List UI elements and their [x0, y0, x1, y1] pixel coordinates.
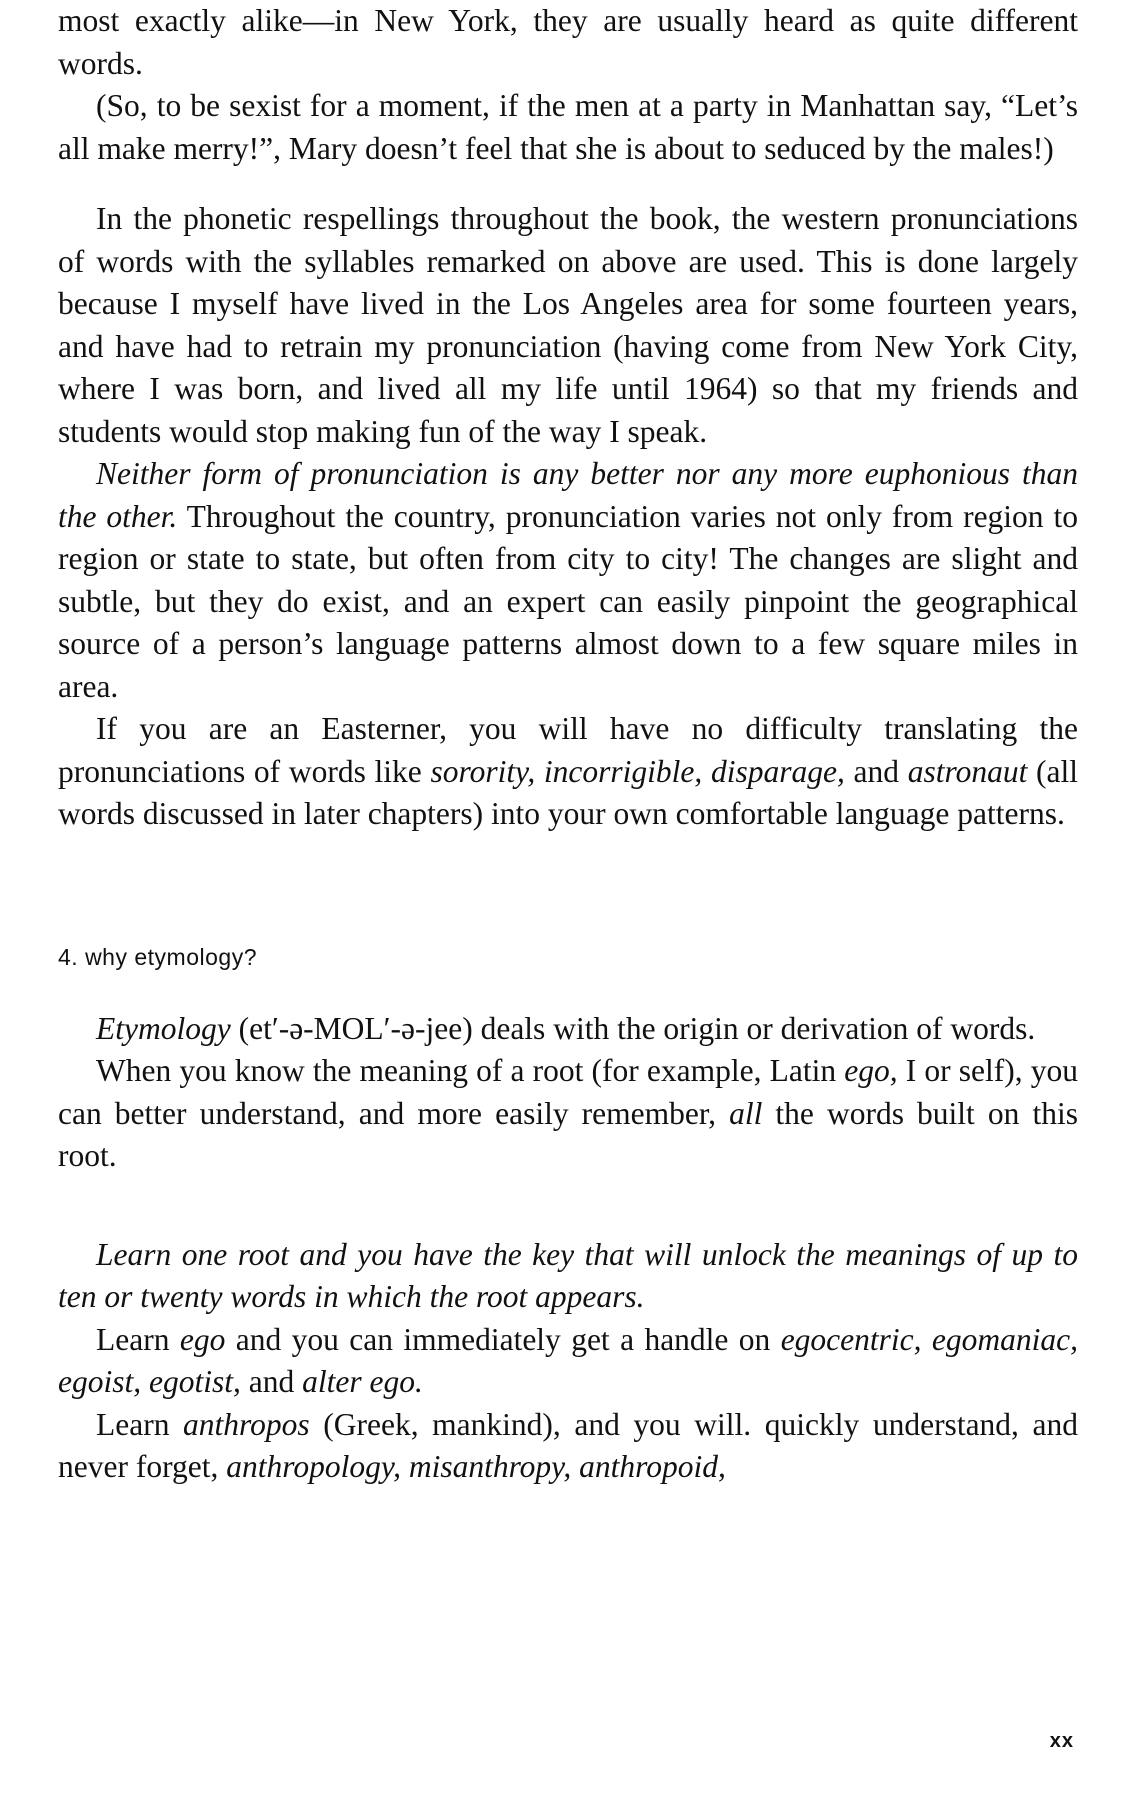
paragraph-text: and — [240, 1364, 303, 1399]
emphasis-text: sorority, incorrigible, disparage, — [430, 753, 845, 789]
emphasis-text: Learn one root and you have the key that will unlock the meanings of up to ten or twenty words in which the root appears. — [58, 1236, 1078, 1314]
paragraph-text: I or self), you can better understand, and more easily remember, — [58, 1053, 1078, 1131]
paragraph-learn-anthropos — [58, 1404, 1078, 1489]
paragraph-sexist-aside: (So, to be sexist for a moment, if the men at a party in Manhattan say, “Let’s all make merry!”, Mary doesn’t feel that she is about to seduced by the males!) — [58, 88, 1078, 166]
paragraph-continued: most exactly alike—in New York, they are usually heard as quite different words. — [58, 3, 1078, 81]
emphasis-text: alter ego. — [302, 1364, 423, 1399]
paragraph-text: and — [844, 753, 908, 789]
paragraph-text: When you know the meaning of a root (for example, Latin — [96, 1053, 845, 1088]
emphasis-text: Etymology — [96, 1010, 231, 1046]
paragraph-text: Learn — [96, 1321, 180, 1357]
paragraph-neither-form — [58, 453, 1078, 708]
spacer — [58, 836, 1078, 936]
emphasis-text: ego, — [844, 1053, 898, 1088]
paragraph-text: (Greek, mankind), and you will. quickly understand, and never forget, — [58, 1406, 1078, 1484]
page-text — [58, 0, 1078, 1489]
paragraph-easterner — [58, 708, 1078, 836]
spacer — [58, 978, 1078, 1008]
paragraph-text: and you can immediately get a handle on — [225, 1321, 781, 1357]
paragraph-learn-one-root — [58, 1234, 1078, 1319]
paragraph-phonetic-respellings: In the phonetic respellings throughout the book, the western pronunciations of words with the syllables remarked on above are used. This is done largely because I myself have lived in the Los Angeles area for some fourteen years, and have had to retrain my pronunciation (having come from New York City, where I was born, and lived all my life until 1964) so that my friends and students would stop making fun of the way I speak. — [58, 201, 1078, 449]
spacer — [58, 170, 1078, 198]
paragraph-text: (et′-ə-MOL′-ə-jee) deals with the origin or derivation of words. — [230, 1010, 1036, 1046]
page-number: xx — [1049, 1729, 1074, 1752]
emphasis-text: anthropology, misanthropy, anthropoid, — [226, 1449, 726, 1484]
paragraph-text: (all words discussed in later chapters) into your own comfortable language patterns. — [58, 753, 1078, 831]
emphasis-text: anthropos — [183, 1406, 310, 1442]
paragraph-text: the words built on this root. — [58, 1095, 1078, 1173]
section-heading: 4. why etymology? — [58, 943, 257, 970]
emphasis-text: astronaut — [907, 753, 1028, 789]
emphasis-text: egocentric, egomaniac, egoist, egotist, — [58, 1321, 1078, 1399]
paragraph-etymology-definition — [58, 1008, 1078, 1051]
emphasis-text: ego — [179, 1321, 226, 1357]
paragraph-text: Throughout the country, pronunciation varies not only from region to region or state to state, but often from city to city! The changes are slight and subtle, but they do exist, and an expert can easily pinpoint the geographical source of a person’s language patterns almost down to a few square miles in area. — [58, 498, 1078, 704]
spacer — [58, 1178, 1078, 1234]
emphasis-text: Neither form of pronunciation is any better nor any more euphonious than the other. — [58, 456, 1078, 534]
emphasis-text: all — [729, 1095, 763, 1131]
paragraph-root-meaning — [58, 1050, 1078, 1178]
paragraph-learn-ego — [58, 1319, 1078, 1404]
paragraph-text: Learn — [96, 1406, 184, 1442]
paragraph-text: If you are an Easterner, you will have no difficulty translating the pronunciations of words like — [58, 711, 1078, 789]
